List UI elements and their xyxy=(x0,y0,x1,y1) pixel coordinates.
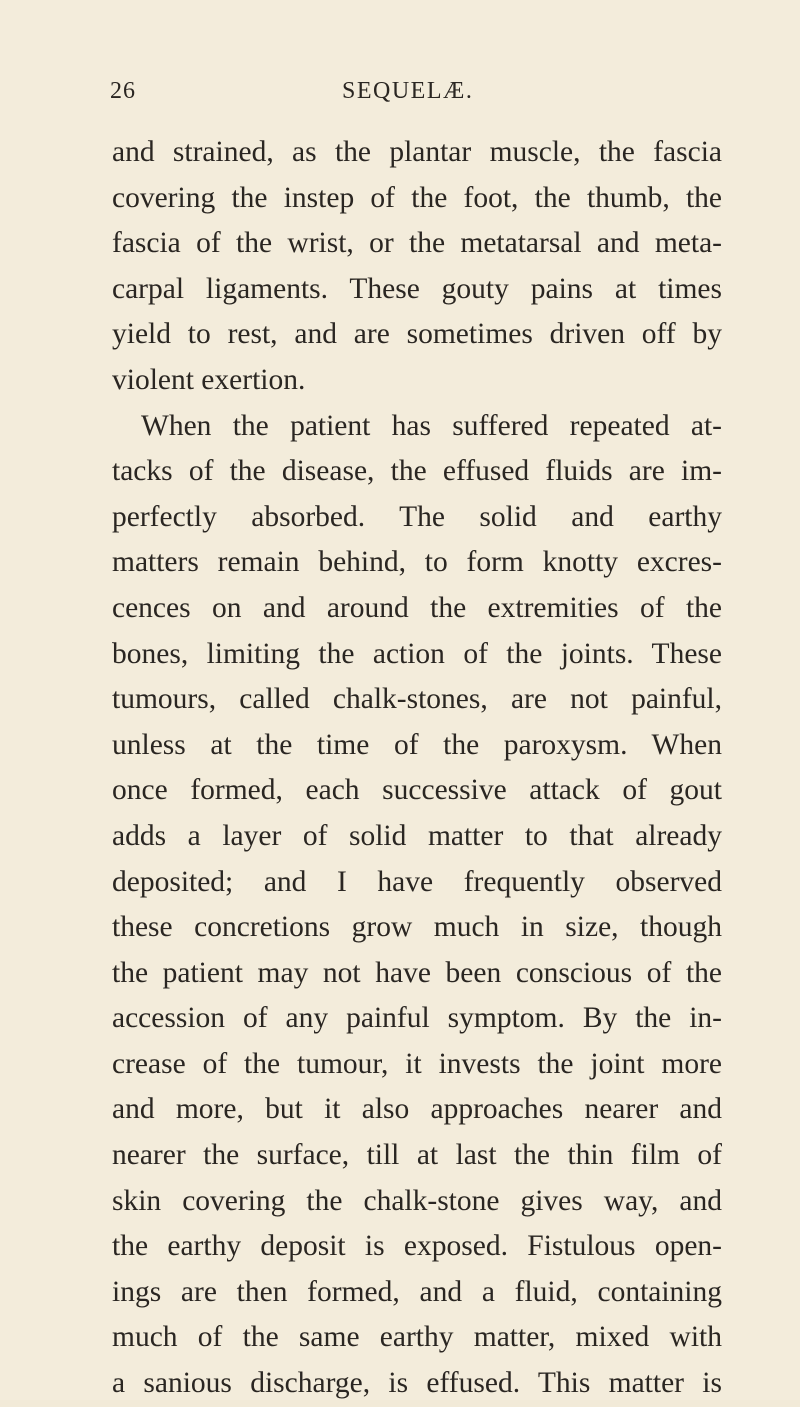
text-line: matters remain behind, to form knotty excres- xyxy=(112,546,722,579)
text-line: crease of the tumour, it invests the joint more xyxy=(112,1047,722,1080)
text-line: unless at the time of the paroxysm. When xyxy=(112,728,722,761)
text-line: these concretions grow much in size, though xyxy=(112,911,722,944)
text-line: yield to rest, and are sometimes driven off by xyxy=(112,318,722,351)
text-line: and strained, as the plantar muscle, the fascia xyxy=(112,136,722,168)
text-line: a sanious discharge, is effused. This matter is xyxy=(112,1367,722,1400)
paragraph-start-line: When the patient has suffered repeated at- xyxy=(141,409,722,442)
text-line: and more, but it also approaches nearer and xyxy=(112,1093,722,1126)
text-line: tumours, called chalk-stones, are not painful, xyxy=(112,683,722,716)
page-number: 26 xyxy=(110,78,136,104)
text-line: bones, limiting the action of the joints. These xyxy=(112,637,722,670)
text-line: perfectly absorbed. The solid and earthy xyxy=(112,500,722,533)
text-line: adds a layer of solid matter to that already xyxy=(112,819,722,852)
text-line: much of the same earthy matter, mixed with xyxy=(112,1321,722,1354)
body-text xyxy=(112,130,722,1407)
text-line: accession of any painful symptom. By the in- xyxy=(112,1002,722,1035)
running-title: SEQUELÆ. xyxy=(342,78,474,104)
running-head xyxy=(0,78,800,118)
text-line: deposited; and I have frequently observed xyxy=(112,865,722,898)
text-line: the patient may not have been conscious of the xyxy=(112,956,722,989)
text-line: carpal ligaments. These gouty pains at times xyxy=(112,272,722,305)
text-line: tacks of the disease, the effused fluids are im- xyxy=(112,455,722,488)
text-line: ings are then formed, and a fluid, containing xyxy=(112,1275,722,1308)
text-line: skin covering the chalk-stone gives way, and xyxy=(112,1184,722,1217)
text-line: violent exertion. xyxy=(112,363,306,396)
text-line: fascia of the wrist, or the metatarsal and meta- xyxy=(112,227,722,260)
text-line: once formed, each successive attack of gout xyxy=(112,774,722,807)
text-line: covering the instep of the foot, the thumb, the xyxy=(112,181,722,214)
text-line: the earthy deposit is exposed. Fistulous open- xyxy=(112,1230,722,1263)
text-line: nearer the surface, till at last the thin film of xyxy=(112,1139,722,1172)
text-line: cences on and around the extremities of the xyxy=(112,591,722,624)
